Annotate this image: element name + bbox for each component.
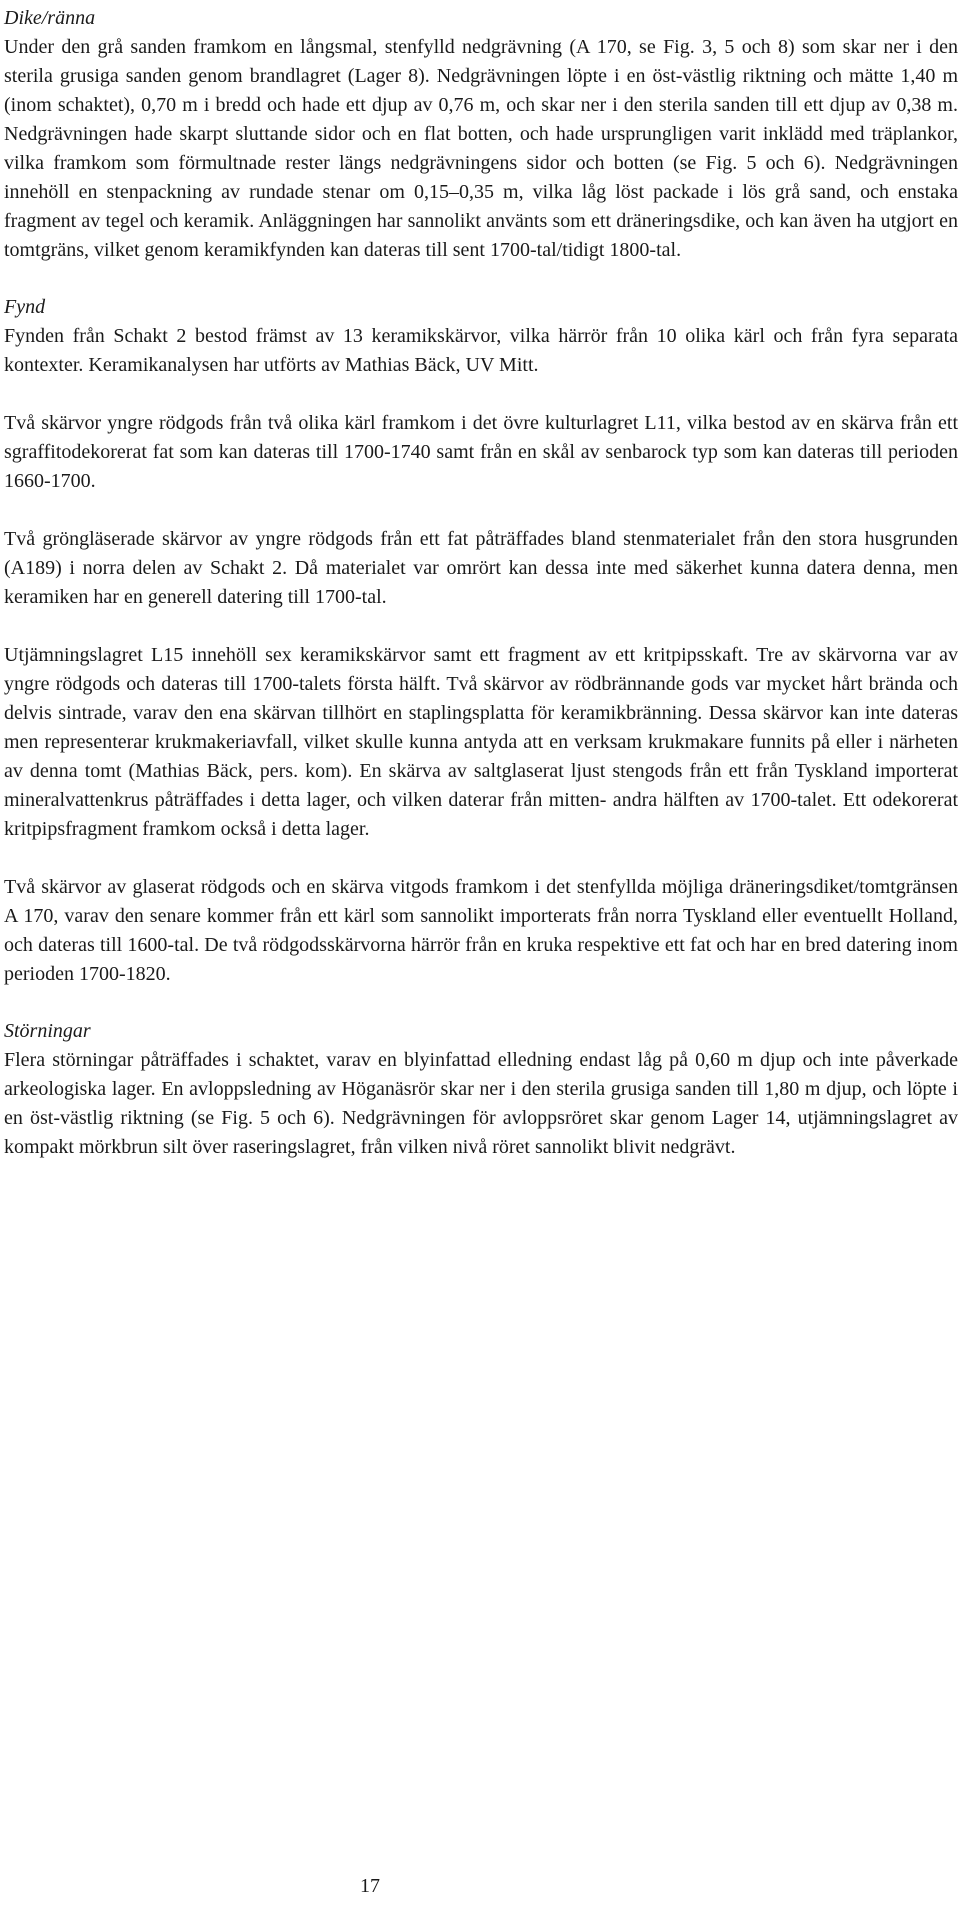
paragraph-storningar: Flera störningar påträffades i schaktet, varav en blyinfattad elledning endast låg på 0,60 m djup och inte påverkade arkeologiska lager. En avloppsledning av Höganäsrör skar ner i den sterila grusiga sanden till 1,80 m djup, och löpte i en öst-västlig riktning (se Fig. 5 och 6). Nedgrävningen för avloppsröret skar genom Lager 14, utjämningslagret av kompakt mörkbrun silt över raseringslagret, från vilken nivå röret sannolikt blivit nedgrävt. — [4, 1049, 958, 1158]
section-heading-storningar: Störningar — [4, 1020, 91, 1042]
section-heading-dike: Dike/ränna — [4, 7, 96, 29]
section-heading-fynd: Fynd — [4, 296, 46, 318]
paragraph-fynd-4: Utjämningslagret L15 innehöll sex keramikskärvor samt ett fragment av ett kritpipsskaft. Tre av skärvorna var av yngre rödgods och dateras till 1700-talets första hälft. Två skärvor av rödbrännande gods var mycket hårt brända och delvis sintrade, varav den ena skärvan tillhört en staplingsplatta för keramikbränning. Dessa skärvor kan inte dateras men representerar krukmakeriavfall, vilket skulle kunna antyda att en verksam krukmakare funnits på eller i närheten av denna tomt (Mathias Bäck, pers. kom). En skärva av saltglaserat ljust stengods från ett från Tyskland importerat mineralvattenkrus påträffades i detta lager, och vilken daterar från mitten- andra hälften av 1700-talet. Ett odekorerat kritpipsfragment framkom också i detta lager. — [4, 644, 958, 840]
paragraph-fynd-5: Två skärvor av glaserat rödgods och en skärva vitgods framkom i det stenfyllda möjliga dräneringsdiket/tomtgränsen A 170, varav den senare kommer från ett kärl som sannolikt importerats från norra Tyskland eller eventuellt Holland, och dateras till 1600-tal. De två rödgodsskärvorna härrör från en kruka respektive ett fat och har en bred datering inom perioden 1700-1820. — [4, 876, 958, 985]
paragraph-fynd-1: Fynden från Schakt 2 bestod främst av 13 keramikskärvor, vilka härrör från 10 olika kärl och från fyra separata kontexter. Keramikanalysen har utförts av Mathias Bäck, UV Mitt. — [4, 325, 958, 376]
page-content — [4, 4, 958, 1162]
paragraph-fynd-2: Två skärvor yngre rödgods från två olika kärl framkom i det övre kulturlagret L11, vilka bestod av en skärva från ett sgraffitodekorerat fat som kan dateras till 1700-1740 samt från en skål av senbarock typ som kan dateras till perioden 1660-1700. — [4, 412, 958, 492]
page-number: 17 — [360, 1875, 380, 1897]
paragraph-dike: Under den grå sanden framkom en långsmal, stenfylld nedgrävning (A 170, se Fig. 3, 5 och 8) som skar ner i den sterila grusiga sanden genom brandlagret (Lager 8). Nedgrävningen löpte i en öst-västlig riktning och mätte 1,40 m (inom schaktet), 0,70 m i bredd och hade ett djup av 0,76 m, och skar ner i den sterila sanden till ett djup av 0,38 m. Nedgrävningen hade skarpt sluttande sidor och en flat botten, och hade ursprungligen varit inklädd med träplankor, vilka framkom som förmultnade rester längs nedgrävningens sidor och botten (se Fig. 5 och 6). Nedgrävningen innehöll en stenpackning av rundade stenar om 0,15–0,35 m, vilka låg löst packade i lös grå sand, och enstaka fragment av tegel och keramik. Anläggningen har sannolikt använts som ett dräneringsdike, och kan även ha utgjort en tomtgräns, vilket genom keramikfynden kan dateras till sent 1700-tal/tidigt 1800-tal. — [4, 36, 958, 261]
paragraph-fynd-3: Två gröngläserade skärvor av yngre rödgods från ett fat påträffades bland stenmaterialet från den stora husgrunden (A189) i norra delen av Schakt 2. Då materialet var omrört kan dessa inte med säkerhet kunna datera denna, men keramiken har en generell datering till 1700-tal. — [4, 528, 958, 608]
